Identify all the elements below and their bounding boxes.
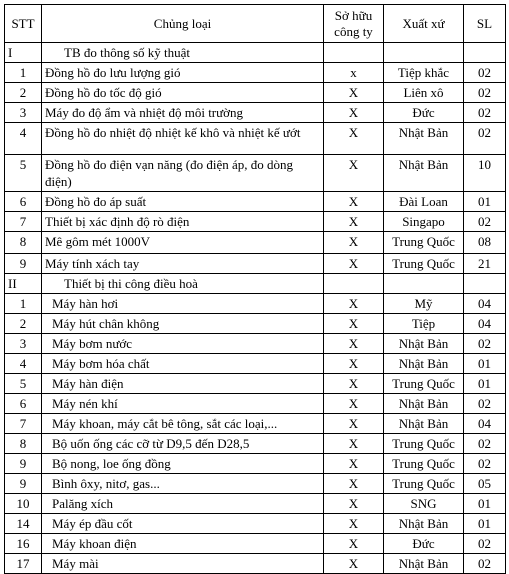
table-row bbox=[5, 155, 506, 192]
row-origin: Tiệp khắc bbox=[384, 63, 464, 83]
row-quantity: 04 bbox=[464, 414, 506, 434]
row-quantity: 08 bbox=[464, 232, 506, 254]
section-number: I bbox=[5, 43, 42, 63]
row-equipment-name: Máy khoan điện bbox=[42, 534, 324, 554]
header-origin: Xuất xứ bbox=[384, 5, 464, 43]
header-stt: STT bbox=[5, 5, 42, 43]
row-equipment-name: Đồng hồ đo áp suất bbox=[42, 192, 324, 212]
row-origin: Nhật Bản bbox=[384, 123, 464, 155]
row-owned-mark: X bbox=[324, 454, 384, 474]
table-body bbox=[5, 43, 506, 574]
table-row bbox=[5, 474, 506, 494]
row-stt: 3 bbox=[5, 334, 42, 354]
section-empty-cell bbox=[384, 43, 464, 63]
row-stt: 7 bbox=[5, 212, 42, 232]
row-quantity: 01 bbox=[464, 192, 506, 212]
row-stt: 3 bbox=[5, 103, 42, 123]
section-empty-cell bbox=[324, 274, 384, 294]
row-equipment-name: Máy tính xách tay bbox=[42, 254, 324, 274]
row-quantity: 04 bbox=[464, 294, 506, 314]
row-owned-mark: X bbox=[324, 434, 384, 454]
row-equipment-name: Máy nén khí bbox=[42, 394, 324, 414]
row-equipment-name: Máy hút chân không bbox=[42, 314, 324, 334]
row-quantity: 02 bbox=[464, 434, 506, 454]
row-owned-mark: X bbox=[324, 254, 384, 274]
row-stt: 4 bbox=[5, 354, 42, 374]
row-owned-mark: X bbox=[324, 314, 384, 334]
row-origin: Singapo bbox=[384, 212, 464, 232]
row-quantity: 02 bbox=[464, 554, 506, 574]
row-owned-mark: X bbox=[324, 212, 384, 232]
row-owned-mark: x bbox=[324, 63, 384, 83]
row-stt: 6 bbox=[5, 394, 42, 414]
row-stt: 16 bbox=[5, 534, 42, 554]
table-row bbox=[5, 414, 506, 434]
row-stt: 5 bbox=[5, 155, 42, 192]
table-row bbox=[5, 314, 506, 334]
row-equipment-name: Bộ uốn ống các cỡ từ D9,5 đến D28,5 bbox=[42, 434, 324, 454]
row-origin: Trung Quốc bbox=[384, 434, 464, 454]
row-stt: 1 bbox=[5, 294, 42, 314]
row-quantity: 02 bbox=[464, 394, 506, 414]
table-row bbox=[5, 334, 506, 354]
table-row bbox=[5, 294, 506, 314]
row-stt: 5 bbox=[5, 374, 42, 394]
row-equipment-name: Máy bơm hóa chất bbox=[42, 354, 324, 374]
row-quantity: 10 bbox=[464, 155, 506, 192]
row-origin: Trung Quốc bbox=[384, 374, 464, 394]
section-title: TB đo thông số kỹ thuật bbox=[42, 43, 324, 63]
row-origin: Nhật Bản bbox=[384, 394, 464, 414]
row-stt: 7 bbox=[5, 414, 42, 434]
row-quantity: 01 bbox=[464, 494, 506, 514]
row-origin: Trung Quốc bbox=[384, 454, 464, 474]
row-equipment-name: Đồng hồ đo tốc độ gió bbox=[42, 83, 324, 103]
row-origin: Mỹ bbox=[384, 294, 464, 314]
row-origin: Nhật Bản bbox=[384, 514, 464, 534]
table-row bbox=[5, 394, 506, 414]
row-equipment-name: Palăng xích bbox=[42, 494, 324, 514]
row-owned-mark: X bbox=[324, 374, 384, 394]
row-equipment-name: Bình ôxy, nitơ, gas... bbox=[42, 474, 324, 494]
row-quantity: 02 bbox=[464, 212, 506, 232]
row-owned-mark: X bbox=[324, 294, 384, 314]
table-row bbox=[5, 374, 506, 394]
row-quantity: 02 bbox=[464, 454, 506, 474]
row-quantity: 01 bbox=[464, 514, 506, 534]
row-origin: Tiệp bbox=[384, 314, 464, 334]
row-quantity: 05 bbox=[464, 474, 506, 494]
row-quantity: 21 bbox=[464, 254, 506, 274]
row-origin: Liên xô bbox=[384, 83, 464, 103]
table-row bbox=[5, 514, 506, 534]
section-number: II bbox=[5, 274, 42, 294]
row-stt: 17 bbox=[5, 554, 42, 574]
table-row bbox=[5, 494, 506, 514]
row-equipment-name: Máy mài bbox=[42, 554, 324, 574]
row-stt: 8 bbox=[5, 232, 42, 254]
row-quantity: 02 bbox=[464, 103, 506, 123]
row-stt: 9 bbox=[5, 254, 42, 274]
row-quantity: 04 bbox=[464, 314, 506, 334]
table-row bbox=[5, 254, 506, 274]
row-origin: Nhật Bản bbox=[384, 155, 464, 192]
row-owned-mark: X bbox=[324, 155, 384, 192]
row-owned-mark: X bbox=[324, 123, 384, 155]
row-stt: 9 bbox=[5, 474, 42, 494]
table-row bbox=[5, 354, 506, 374]
row-stt: 14 bbox=[5, 514, 42, 534]
row-owned-mark: X bbox=[324, 554, 384, 574]
row-stt: 6 bbox=[5, 192, 42, 212]
row-owned-mark: X bbox=[324, 534, 384, 554]
row-equipment-name: Máy ép đầu cốt bbox=[42, 514, 324, 534]
row-equipment-name: Máy bơm nước bbox=[42, 334, 324, 354]
row-stt: 9 bbox=[5, 454, 42, 474]
header-qty: SL bbox=[464, 5, 506, 43]
row-quantity: 02 bbox=[464, 63, 506, 83]
row-origin: Trung Quốc bbox=[384, 254, 464, 274]
section-row bbox=[5, 274, 506, 294]
row-stt: 10 bbox=[5, 494, 42, 514]
row-owned-mark: X bbox=[324, 192, 384, 212]
row-owned-mark: X bbox=[324, 414, 384, 434]
row-owned-mark: X bbox=[324, 394, 384, 414]
table-row bbox=[5, 103, 506, 123]
row-origin: SNG bbox=[384, 494, 464, 514]
row-equipment-name: Đồng hồ đo lưu lượng gió bbox=[42, 63, 324, 83]
table-row bbox=[5, 434, 506, 454]
row-equipment-name: Máy hàn điện bbox=[42, 374, 324, 394]
header-type: Chủng loại bbox=[42, 5, 324, 43]
row-quantity: 02 bbox=[464, 334, 506, 354]
row-equipment-name: Máy đo độ ẩm và nhiệt độ môi trường bbox=[42, 103, 324, 123]
row-equipment-name: Bộ nong, loe ống đồng bbox=[42, 454, 324, 474]
section-row bbox=[5, 43, 506, 63]
row-origin: Nhật Bản bbox=[384, 414, 464, 434]
row-equipment-name: Máy khoan, máy cắt bê tông, sắt các loại,... bbox=[42, 414, 324, 434]
row-origin: Đài Loan bbox=[384, 192, 464, 212]
section-empty-cell bbox=[464, 274, 506, 294]
row-owned-mark: X bbox=[324, 514, 384, 534]
table-row bbox=[5, 454, 506, 474]
section-empty-cell bbox=[384, 274, 464, 294]
row-equipment-name: Máy hàn hơi bbox=[42, 294, 324, 314]
row-quantity: 02 bbox=[464, 534, 506, 554]
header-owned: Sở hữu công ty bbox=[324, 5, 384, 43]
table-header-row bbox=[5, 5, 506, 43]
row-origin: Trung Quốc bbox=[384, 474, 464, 494]
table-row bbox=[5, 63, 506, 83]
row-quantity: 01 bbox=[464, 374, 506, 394]
row-equipment-name: Mê gôm mét 1000V bbox=[42, 232, 324, 254]
table-row bbox=[5, 123, 506, 155]
table-row bbox=[5, 212, 506, 232]
row-owned-mark: X bbox=[324, 103, 384, 123]
row-equipment-name: Đồng hồ đo nhiệt độ nhiệt kế khô và nhiệt kế ướt bbox=[42, 123, 324, 155]
row-owned-mark: X bbox=[324, 232, 384, 254]
row-owned-mark: X bbox=[324, 83, 384, 103]
row-stt: 2 bbox=[5, 314, 42, 334]
row-stt: 1 bbox=[5, 63, 42, 83]
row-origin: Đức bbox=[384, 534, 464, 554]
row-owned-mark: X bbox=[324, 474, 384, 494]
row-quantity: 02 bbox=[464, 123, 506, 155]
row-owned-mark: X bbox=[324, 334, 384, 354]
row-origin: Nhật Bản bbox=[384, 554, 464, 574]
table-row bbox=[5, 232, 506, 254]
row-quantity: 02 bbox=[464, 83, 506, 103]
row-stt: 2 bbox=[5, 83, 42, 103]
row-equipment-name: Đồng hồ đo điện vạn năng (đo điện áp, đo dòng điện) bbox=[42, 155, 324, 192]
row-stt: 8 bbox=[5, 434, 42, 454]
row-origin: Trung Quốc bbox=[384, 232, 464, 254]
section-title: Thiết bị thi công điều hoà bbox=[42, 274, 324, 294]
row-origin: Đức bbox=[384, 103, 464, 123]
row-equipment-name: Thiết bị xác định độ rò điện bbox=[42, 212, 324, 232]
row-stt: 4 bbox=[5, 123, 42, 155]
equipment-table bbox=[4, 4, 506, 574]
row-origin: Nhật Bản bbox=[384, 334, 464, 354]
table-row bbox=[5, 83, 506, 103]
table-row bbox=[5, 192, 506, 212]
row-origin: Nhật Bản bbox=[384, 354, 464, 374]
row-owned-mark: X bbox=[324, 494, 384, 514]
row-owned-mark: X bbox=[324, 354, 384, 374]
section-empty-cell bbox=[464, 43, 506, 63]
row-quantity: 01 bbox=[464, 354, 506, 374]
section-empty-cell bbox=[324, 43, 384, 63]
table-row bbox=[5, 534, 506, 554]
